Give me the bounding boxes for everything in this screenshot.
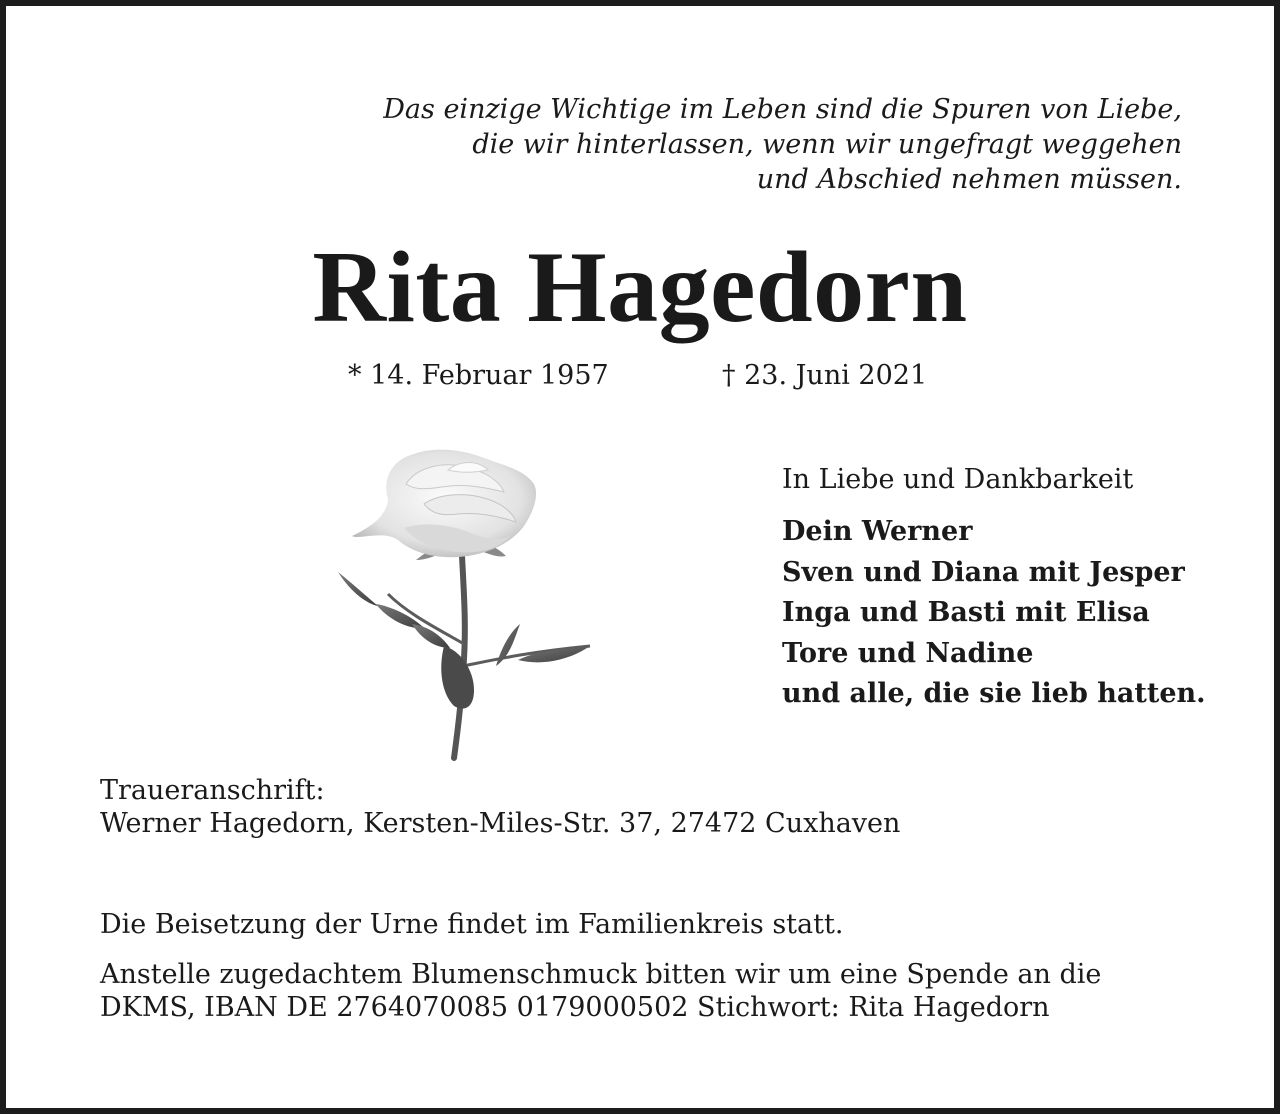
donation-note: [100, 958, 1101, 1024]
family-list: [782, 512, 1262, 715]
mourners-intro: In Liebe und Dankbarkeit: [782, 464, 1134, 495]
rose-icon: [328, 444, 600, 762]
burial-note: Die Beisetzung der Urne findet im Familienkreis statt.: [100, 909, 844, 940]
motto-line: die wir hinterlassen, wenn wir ungefragt weggehen: [472, 129, 1182, 160]
donation-line: DKMS, IBAN DE 2764070085 0179000502 Stichwort: Rita Hagedorn: [100, 992, 1050, 1023]
address-label: Traueranschrift:: [100, 775, 325, 806]
life-dates: [6, 358, 1274, 394]
birth-date: * 14. Februar 1957: [348, 360, 609, 391]
motto-line: und Abschied nehmen müssen.: [756, 164, 1182, 195]
motto-line: Das einzige Wichtige im Leben sind die Spuren von Liebe,: [383, 94, 1182, 125]
donation-line: Anstelle zugedachtem Blumenschmuck bitten wir um eine Spende an die: [100, 959, 1102, 990]
death-date: † 23. Juni 2021: [722, 360, 928, 391]
motto-quote: [282, 92, 1182, 197]
family-member: Tore und Nadine: [782, 637, 1034, 669]
family-member: Inga und Basti mit Elisa: [782, 597, 1150, 628]
address-value: Werner Hagedorn, Kersten-Miles-Str. 37, 27472 Cuxhaven: [100, 808, 901, 839]
mourning-address: [100, 774, 900, 840]
deceased-name: Rita Hagedorn: [312, 231, 968, 344]
family-member: Dein Werner: [782, 516, 973, 547]
family-member: Sven und Diana mit Jesper: [782, 556, 1185, 588]
family-member: und alle, die sie lieb hatten.: [782, 678, 1206, 709]
mourners-block: [782, 462, 1262, 715]
